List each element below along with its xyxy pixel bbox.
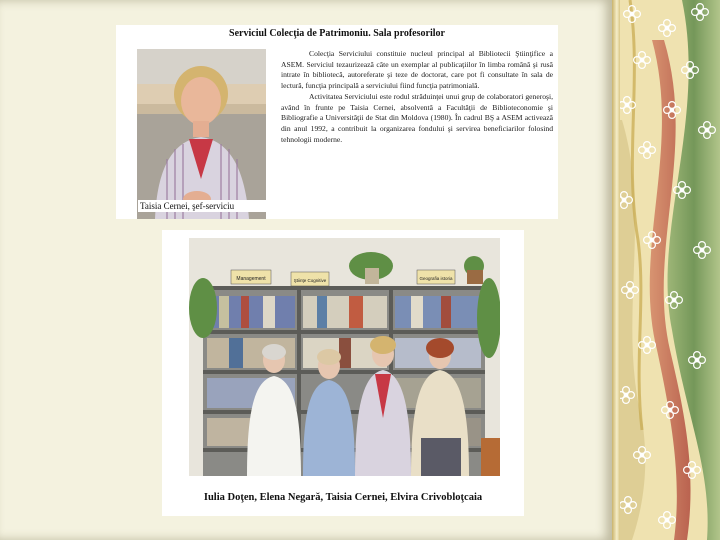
photo-card [162, 230, 524, 516]
portrait-image [137, 49, 266, 219]
shelf-sign: Ştiinţe Cognitive [293, 278, 327, 283]
document-paragraph: Colecţia Serviciului constituie nucleul principal al Bibliotecii Ştiinţifice a ASEM. Serviciul tezaurizează câte un exemplar al publicaţiilor în limba română şi rusă intrate în bibliotecă, autoreferate şi teze de doctorat, care pot fi consultate în sala de lectură, funcţia principală a serviciului fiind funcţia patrimonială. [281, 49, 553, 91]
floral-pattern [612, 0, 720, 540]
document-title: Serviciul Colecţia de Patrimoniu. Sala profesorilor [229, 28, 445, 39]
group-photo [189, 238, 500, 476]
deco-divider [612, 0, 620, 540]
portrait-photo [137, 49, 266, 219]
photo-caption: Iulia Doţen, Elena Negară, Taisia Cernei, Elvira Crivobloţcaia [203, 492, 483, 503]
decorative-band [612, 0, 720, 540]
group-photo-image [189, 238, 500, 476]
portrait-caption: Taisia Cernei, şef-serviciu [138, 200, 272, 212]
shelf-sign: Management [236, 276, 266, 282]
document-body [281, 49, 553, 145]
document-paragraph: Activitatea Serviciului este rodul străduinţei unui grup de colaboratori generoşi, având în frunte pe Taisia Cernei, absolventă a Facultăţii de Biblioteconomie şi Bibliografie a Universităţii de Stat din Moldova (1980). În cadrul BŞ a ASEM activează din anul 1992, a contribuit la organizarea fondului şi servirea beneficiarilor folosind tehnologii moderne. [281, 91, 553, 144]
shelf-sign: Geografia istoria [419, 276, 453, 281]
document-card [116, 25, 558, 219]
